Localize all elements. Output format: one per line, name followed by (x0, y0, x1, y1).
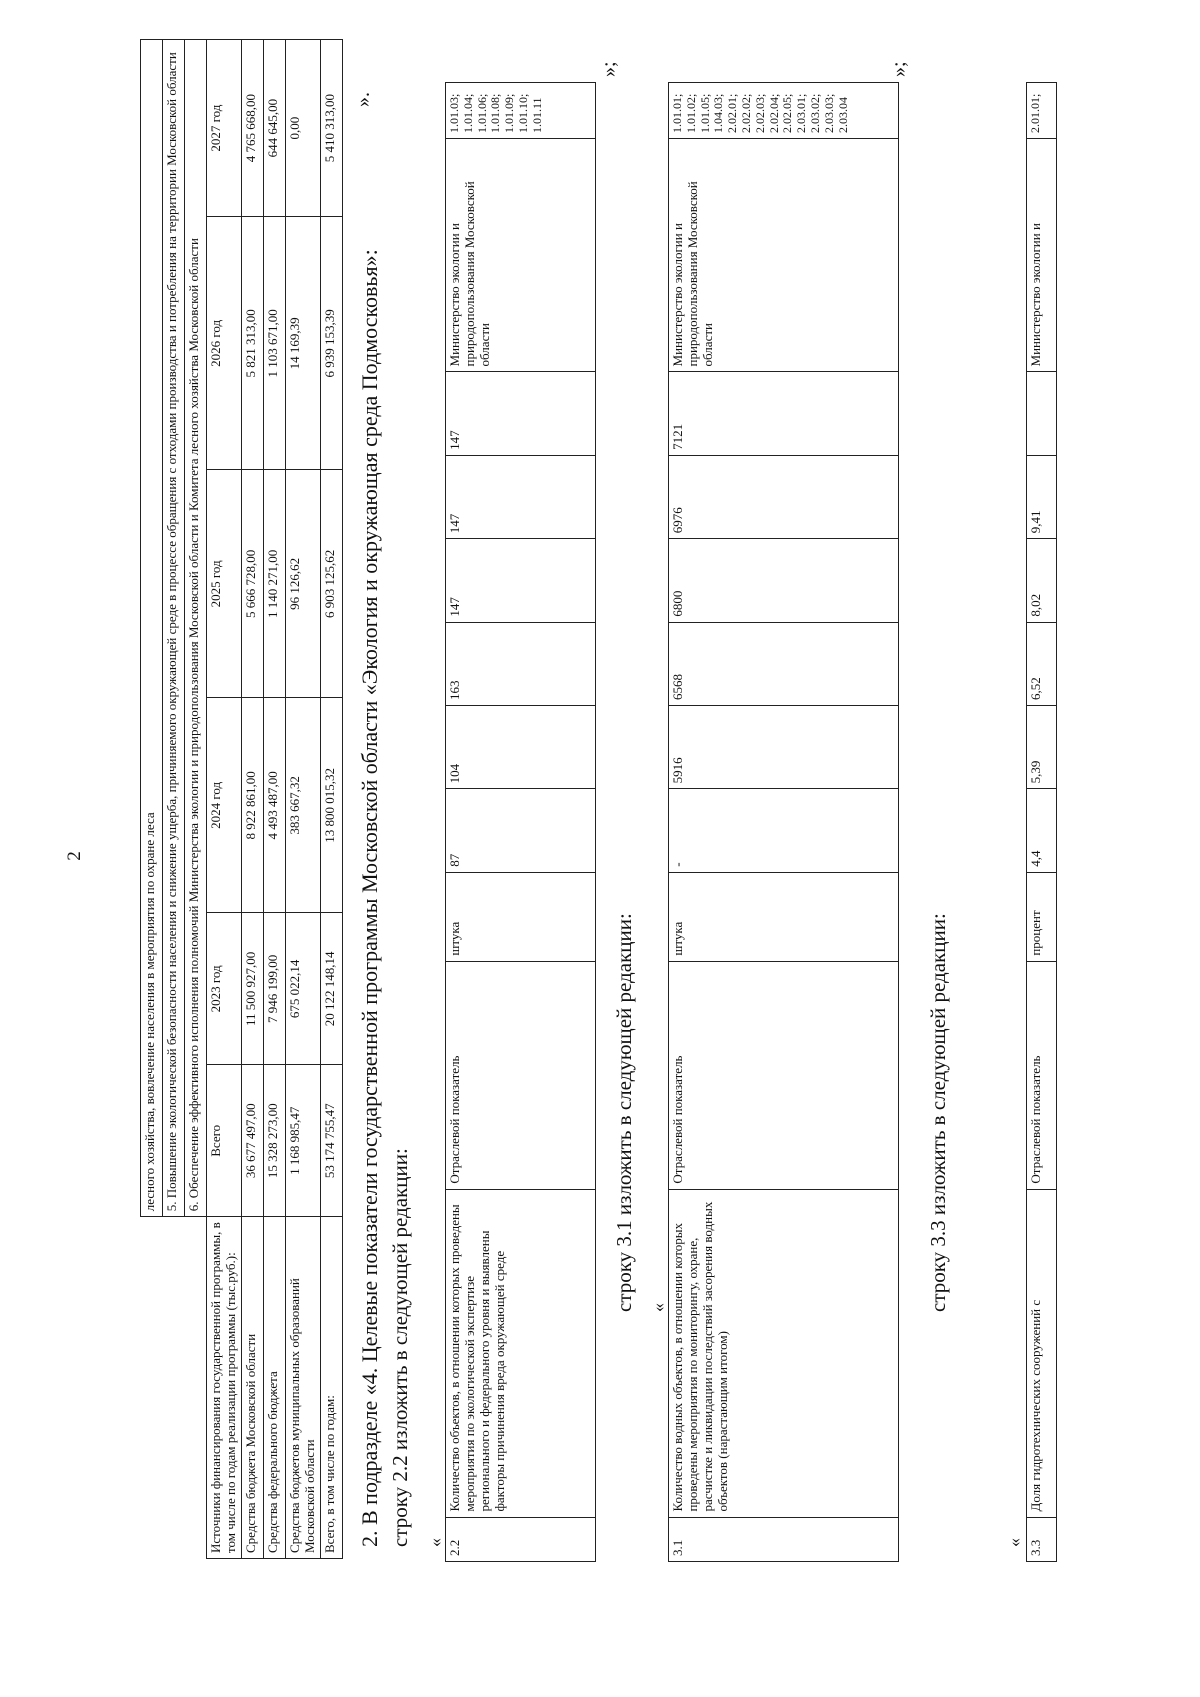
indicator-value: 147 (446, 372, 596, 455)
indicator-value: - (669, 789, 899, 872)
activity-codes: 1.01.03; 1.01.04; 1.01.06; 1.01.08; 1.01.09; 1.01.10; 1.01.11 (446, 83, 596, 139)
financing-table (140, 39, 343, 1559)
indicator-table-3-3 (1026, 82, 1057, 1562)
indicator-type: Отраслевой показатель (1027, 961, 1057, 1189)
finance-cell: 383 667,32 (285, 698, 320, 913)
finance-cell: 20 122 148,14 (320, 913, 342, 1065)
indicator-table-3-1 (668, 82, 899, 1562)
close-quote: »; (598, 61, 620, 77)
indicator-value: 104 (446, 705, 596, 788)
finance-row (320, 40, 342, 1559)
indicator-value: 147 (446, 455, 596, 538)
indicator-type: Отраслевой показатель (446, 961, 596, 1189)
finance-row-label: Средства федерального бюджета (263, 1217, 285, 1559)
indicator-name: Доля гидротехнических сооружений с (1027, 1189, 1057, 1517)
page-number: 2 (64, 851, 85, 861)
finance-header-row (185, 40, 207, 1559)
finance-cell: 14 169,39 (285, 217, 320, 470)
activity-codes: 1.01.01; 1.01.02; 1.01.05; 1.04.03; 2.02.01; 2.02.02; 2.02.03; 2.02.04; 2.02.05; 2.03.01; 2.03.02; 2.03.03; 2.03.04 (669, 83, 899, 139)
indicator-value: 6568 (669, 622, 899, 705)
open-quote: « (1004, 1538, 1024, 1547)
indicator-value: 6800 (669, 539, 899, 622)
indicator-unit: штука (669, 872, 899, 961)
finance-cell: 4 493 487,00 (263, 698, 285, 913)
instruction-line-2-2: строку 2.2 изложить в следующей редакции: (388, 1148, 412, 1547)
finance-cell: 53 174 755,47 (320, 1065, 342, 1217)
indicator-value: 9,41 (1027, 455, 1057, 538)
finance-row (263, 40, 285, 1559)
finance-cell: 644 645,00 (263, 40, 285, 217)
indicator-value: 6976 (669, 455, 899, 538)
close-quote: »; (888, 61, 910, 77)
finance-row-label: Средства бюджетов муниципальных образований Московской области (285, 1217, 320, 1559)
indicator-type: Отраслевой показатель (669, 961, 899, 1189)
row-number: 3.1 (669, 1517, 899, 1561)
indicator-unit: процент (1027, 872, 1057, 961)
finance-cell: 8 922 861,00 (241, 698, 263, 913)
finance-header-row (141, 40, 163, 1559)
finance-cell: 0,00 (285, 40, 320, 217)
indicator-value: 5,39 (1027, 705, 1057, 788)
finance-close-quote: ». (352, 92, 374, 107)
col-header: 2026 год (207, 217, 242, 470)
finance-goal-6: 6. Обеспечение эффективного исполнения полномочий Министерства экологии и природопользования Московской области и Комитета лесного хозяйства Московской области (185, 40, 207, 1217)
finance-cell: 5 666 728,00 (241, 470, 263, 698)
indicator-value: 163 (446, 622, 596, 705)
indicator-value: 87 (446, 789, 596, 872)
finance-goal-5: 5. Повышение экологической безопасности населения и снижение ущерба, причиняемого окружающей среде в процессе обращения с отходами производства и потребления на территории Московской области (163, 40, 185, 1217)
col-header: 2027 год (207, 40, 242, 217)
finance-cell: 1 103 671,00 (263, 217, 285, 470)
finance-cell: 13 800 015,32 (320, 698, 342, 913)
finance-cell: 5 410 313,00 (320, 40, 342, 217)
finance-row (285, 40, 320, 1559)
indicator-name: Количество объектов, в отношении которых проведены мероприятия по экологической экспертизе регионального и федерального уровня и выявлены факторы причинения вреда окружающей среде (446, 1189, 596, 1517)
indicator-table-2-2 (445, 82, 596, 1562)
finance-cell: 4 765 668,00 (241, 40, 263, 217)
finance-row-label: Средства бюджета Московской области (241, 1217, 263, 1559)
finance-cell: 6 939 153,39 (320, 217, 342, 470)
finance-row-label: Всего, в том числе по годам: (320, 1217, 342, 1559)
finance-cell: 1 140 271,00 (263, 470, 285, 698)
row-number: 3.3 (1027, 1517, 1057, 1561)
indicator-value: 8,02 (1027, 539, 1057, 622)
finance-row (241, 40, 263, 1559)
indicator-value: 6,52 (1027, 622, 1057, 705)
indicator-value: 147 (446, 539, 596, 622)
instruction-line-3-3: строку 3.3 изложить в следующей редакции: (926, 913, 950, 1312)
col-header: 2024 год (207, 698, 242, 913)
finance-source-header: Источники финансирования государственной программы, в том числе по годам реализации программы (тыс.руб.): (207, 1217, 242, 1559)
indicator-value: 4,4 (1027, 789, 1057, 872)
finance-cell: 96 126,62 (285, 470, 320, 698)
table-row (446, 83, 596, 1562)
finance-cell: 36 677 497,00 (241, 1065, 263, 1217)
responsible-org: Министерство экологии и природопользования Московской области (446, 139, 596, 372)
indicator-unit: штука (446, 872, 596, 961)
open-quote: « (648, 1303, 668, 1312)
col-header: 2023 год (207, 913, 242, 1065)
finance-cell: 5 821 313,00 (241, 217, 263, 470)
finance-columns-row (207, 40, 242, 1559)
finance-cell: 15 328 273,00 (263, 1065, 285, 1217)
finance-header-row (163, 40, 185, 1559)
activity-codes: 2.01.01; (1027, 83, 1057, 139)
col-header: 2025 год (207, 470, 242, 698)
table-row (1027, 83, 1057, 1562)
section-heading: 2. В подразделе «4. Целевые показатели государственной программы Московской области «Экология и окружающая среда Подмосковья»: (357, 249, 382, 1547)
finance-cell: 1 168 985,47 (285, 1065, 320, 1217)
finance-cell: 11 500 927,00 (241, 913, 263, 1065)
responsible-org: Министерство экологии и (1027, 139, 1057, 372)
finance-cell: 675 022,14 (285, 913, 320, 1065)
finance-goal-4-tail: лесного хозяйства, вовлечение населения в мероприятия по охране леса (141, 40, 163, 1217)
finance-cell: 6 903 125,62 (320, 470, 342, 698)
indicator-value: 7121 (669, 372, 899, 455)
indicator-value (1027, 372, 1057, 455)
responsible-org: Министерство экологии и природопользования Московской области (669, 139, 899, 372)
instruction-line-3-1: строку 3.1 изложить в следующей редакции: (612, 913, 636, 1312)
open-quote: « (425, 1538, 445, 1547)
table-row (669, 83, 899, 1562)
indicator-value: 5916 (669, 705, 899, 788)
finance-cell: 7 946 199,00 (263, 913, 285, 1065)
row-number: 2.2 (446, 1517, 596, 1561)
indicator-name: Количество водных объектов, в отношении которых проведены мероприятия по мониторингу, охране, расчистке и ликвидации последствий засорения водных объектов (нарастающим итогом) (669, 1189, 899, 1517)
col-header: Всего (207, 1065, 242, 1217)
